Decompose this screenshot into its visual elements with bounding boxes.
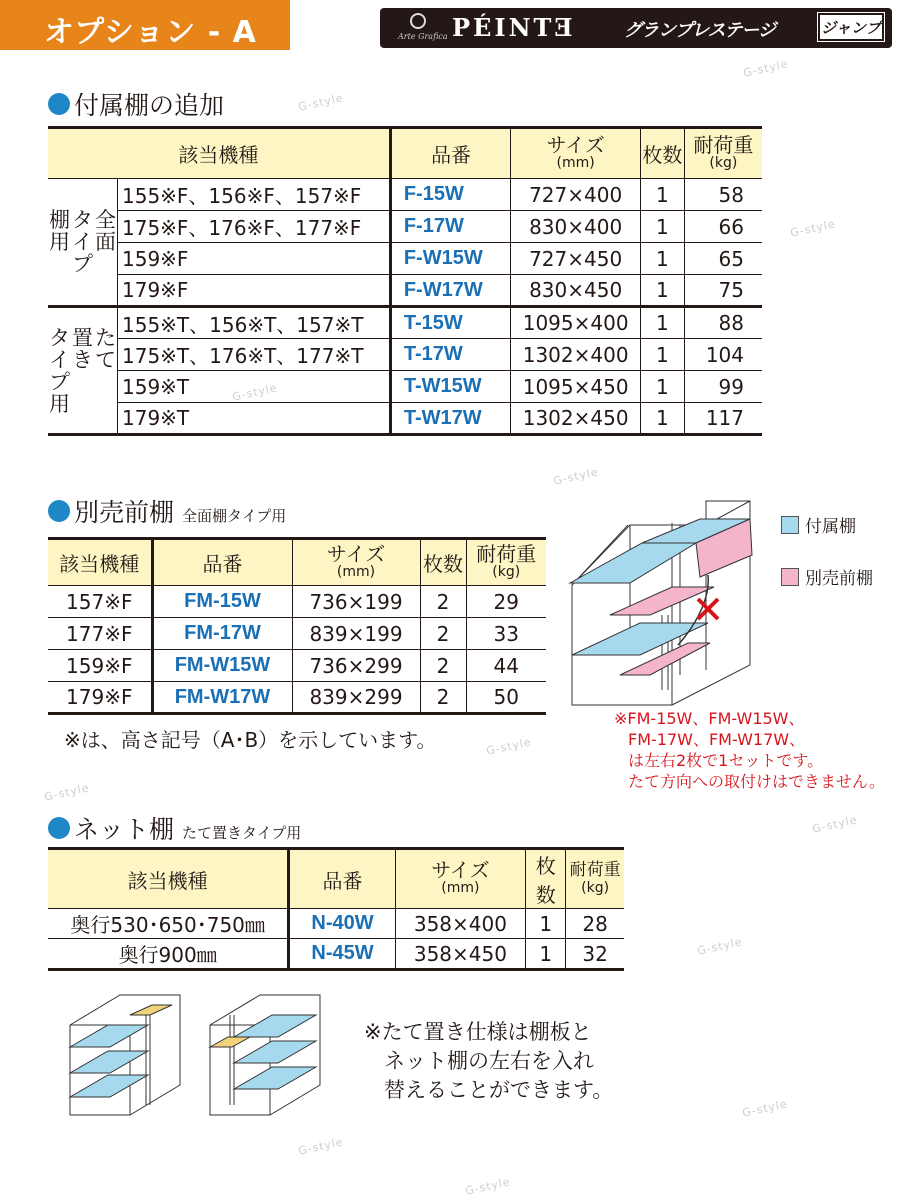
- table-row: [48, 618, 546, 650]
- attached-shelf-shape: [570, 543, 696, 583]
- load-cell: 32: [566, 939, 624, 970]
- qty-cell: 2: [420, 682, 466, 714]
- watermark: G-style: [297, 91, 345, 114]
- qty-cell: 1: [641, 275, 685, 307]
- series-name: グランプレステージ: [624, 20, 776, 41]
- model-cell: 175※F、176※F、177※F: [118, 211, 391, 243]
- load-cell: 50: [466, 682, 546, 714]
- table-header: [48, 539, 546, 586]
- group-label-text: 棚 用: [49, 208, 70, 254]
- table-row: [48, 243, 762, 275]
- net-shelf-diagrams: [60, 985, 360, 1125]
- group-label: [48, 179, 118, 307]
- part-number-cell: FM-17W: [152, 618, 292, 650]
- watermark: G-style: [811, 813, 859, 836]
- model-cell: 175※T、176※T、177※T: [118, 339, 391, 371]
- model-cell: 159※F: [118, 243, 391, 275]
- table-row: [48, 939, 624, 970]
- section2-title: 別売前棚: [74, 498, 175, 527]
- part-number-cell: T-W17W: [390, 403, 510, 435]
- size-cell: 727×450: [511, 243, 641, 275]
- table-row: [48, 339, 762, 371]
- size-cell: 1095×450: [511, 371, 641, 403]
- table-row: [48, 403, 762, 435]
- model-cell: 155※T、156※T、157※T: [118, 307, 391, 339]
- watermark: G-style: [231, 381, 279, 404]
- model-cell: 177※F: [48, 618, 152, 650]
- size-cell: 839×299: [292, 682, 420, 714]
- load-cell: 75: [684, 275, 762, 307]
- col-size: サイズ (mm): [511, 128, 641, 179]
- load-cell: 99: [684, 371, 762, 403]
- group-label-text: タ イ プ: [72, 208, 93, 276]
- load-cell: 117: [684, 403, 762, 435]
- table-row: [48, 909, 624, 939]
- load-cell: 28: [566, 909, 624, 939]
- col-part: 品番: [390, 128, 510, 179]
- part-number-cell: N-45W: [289, 939, 395, 970]
- table-row: [48, 275, 762, 307]
- part-number-cell: N-40W: [289, 909, 395, 939]
- shelf-board-shape: [70, 1025, 148, 1047]
- part-number-cell: F-W15W: [390, 243, 510, 275]
- watermark: G-style: [789, 217, 837, 240]
- shelf-board-shape: [234, 1041, 316, 1063]
- legend-label: 別売前棚: [805, 569, 873, 589]
- load-cell: 66: [684, 211, 762, 243]
- part-number-cell: F-W17W: [390, 275, 510, 307]
- brand-name: PÉINTƎ: [452, 13, 576, 42]
- table-header: [48, 849, 624, 909]
- part-number-cell: FM-W15W: [152, 650, 292, 682]
- load-cell: 65: [684, 243, 762, 275]
- model-cell: 179※F: [118, 275, 391, 307]
- table-row: [48, 586, 546, 618]
- model-cell: 157※F: [48, 586, 152, 618]
- qty-cell: 1: [641, 211, 685, 243]
- page-header: [0, 0, 900, 50]
- table-row: [48, 211, 762, 243]
- watermark: G-style: [696, 935, 744, 958]
- size-cell: 736×199: [292, 586, 420, 618]
- section3-title: ネット棚: [74, 815, 175, 844]
- net-shelf-table: [48, 847, 624, 971]
- model-cell: 159※F: [48, 650, 152, 682]
- part-number-cell: F-17W: [390, 211, 510, 243]
- section2-subtitle: 全面棚タイプ用: [182, 507, 287, 525]
- front-shelf-diagram: [560, 495, 785, 715]
- qty-cell: 1: [641, 339, 685, 371]
- size-cell: 727×400: [511, 179, 641, 211]
- size-cell: 358×450: [395, 939, 525, 970]
- watermark: G-style: [741, 1097, 789, 1120]
- series-badge: ジャンプ: [818, 13, 884, 41]
- size-cell: 830×400: [511, 211, 641, 243]
- group-label: [48, 307, 118, 435]
- table-row: [48, 682, 546, 714]
- col-part: 品番: [152, 539, 292, 586]
- col-model: 該当機種: [59, 552, 140, 576]
- col-part: 品番: [289, 849, 395, 909]
- col-qty: 枚数: [526, 849, 566, 909]
- part-number-cell: FM-W17W: [152, 682, 292, 714]
- section1-heading: [48, 86, 224, 122]
- legend-label: 付属棚: [805, 517, 856, 537]
- shelf-board-shape: [234, 1067, 316, 1089]
- load-cell: 104: [684, 339, 762, 371]
- attached-shelf-table: [48, 126, 762, 436]
- qty-cell: 2: [420, 586, 466, 618]
- table-row: [48, 650, 546, 682]
- col-size: サイズ (mm): [395, 849, 525, 909]
- watermark: G-style: [297, 1135, 345, 1158]
- qty-cell: 1: [526, 909, 566, 939]
- qty-cell: 1: [641, 403, 685, 435]
- col-load: 耐荷重 (kg): [466, 539, 546, 586]
- load-cell: 44: [466, 650, 546, 682]
- bullet-icon: [48, 817, 70, 839]
- legend-item-front: [781, 564, 873, 589]
- load-cell: 33: [466, 618, 546, 650]
- net-shelf-shape: [210, 1037, 250, 1047]
- section3-heading: [48, 810, 301, 846]
- qty-cell: 1: [641, 307, 685, 339]
- model-cell: 179※F: [48, 682, 152, 714]
- size-cell: 839×199: [292, 618, 420, 650]
- front-shelf-table: [48, 537, 546, 715]
- part-number-cell: FM-15W: [152, 586, 292, 618]
- legend-item-attached: [781, 512, 856, 537]
- section2-heading: [48, 493, 286, 529]
- shelf-board-shape: [70, 1051, 148, 1073]
- load-cell: 58: [684, 179, 762, 211]
- col-model: 該当機種: [178, 143, 259, 167]
- qty-cell: 1: [641, 179, 685, 211]
- shelf-board-shape: [234, 1015, 316, 1037]
- table-row: [48, 307, 762, 339]
- watermark: G-style: [742, 57, 790, 80]
- size-cell: 1095×400: [511, 307, 641, 339]
- col-model: 該当機種: [127, 868, 208, 893]
- col-qty: 枚数: [420, 539, 466, 586]
- col-size: サイズ (mm): [292, 539, 420, 586]
- qty-cell: 1: [526, 939, 566, 970]
- col-load: 耐荷重 (kg): [684, 128, 762, 179]
- load-cell: 88: [684, 307, 762, 339]
- front-shelf-warning: ※FM-15W、FM-W15W、 FM-17W、FM-W17W、 は左右2枚で1セットです。 たて方向への取付けはできません。: [614, 709, 885, 791]
- net-shelf-shape: [130, 1005, 172, 1015]
- watermark: G-style: [464, 1175, 512, 1198]
- model-cell: 179※T: [118, 403, 391, 435]
- size-cell: 358×400: [395, 909, 525, 939]
- col-load: 耐荷重 (kg): [566, 849, 624, 909]
- part-number-cell: T-17W: [390, 339, 510, 371]
- section3-subtitle: たて置きタイプ用: [182, 824, 302, 842]
- table-header: [48, 128, 762, 179]
- size-cell: 736×299: [292, 650, 420, 682]
- qty-cell: 1: [641, 243, 685, 275]
- qty-cell: 1: [641, 371, 685, 403]
- part-number-cell: F-15W: [390, 179, 510, 211]
- bullet-icon: [48, 500, 70, 522]
- shelf-board-shape: [70, 1075, 148, 1097]
- size-cell: 830×450: [511, 275, 641, 307]
- table-row: [48, 371, 762, 403]
- size-cell: 1302×450: [511, 403, 641, 435]
- watermark: G-style: [552, 465, 600, 488]
- size-cell: 1302×400: [511, 339, 641, 371]
- part-number-cell: T-W15W: [390, 371, 510, 403]
- title-banner: [0, 0, 290, 50]
- page-title: オプション - A: [44, 15, 257, 50]
- col-qty: 枚数: [641, 128, 685, 179]
- watermark: G-style: [43, 781, 91, 804]
- qty-cell: 2: [420, 618, 466, 650]
- model-cell: 奥行900㎜: [48, 939, 289, 970]
- section2-note: ※は、高さ記号（A･B）を示しています。: [64, 728, 437, 752]
- table-row: [48, 179, 762, 211]
- section3-note: ※たて置き仕様は棚板と ネット棚の左右を入れ 替えることができます。: [364, 1020, 614, 1102]
- group-label-text: 置 き: [72, 325, 93, 372]
- model-cell: 159※T: [118, 371, 391, 403]
- part-number-cell: T-15W: [390, 307, 510, 339]
- brand-banner: [380, 8, 892, 48]
- group-label-text: 全 面: [95, 208, 116, 254]
- watermark: G-style: [485, 735, 533, 758]
- model-cell: 奥行530･650･750㎜: [48, 909, 289, 939]
- qty-cell: 2: [420, 650, 466, 682]
- bullet-icon: [48, 93, 70, 115]
- group-label-text: た て: [95, 325, 116, 372]
- group-label-text: タ イ プ 用: [49, 325, 70, 416]
- brand-logo-icon: [410, 13, 426, 29]
- load-cell: 29: [466, 586, 546, 618]
- brand-script: Arte Grafica: [398, 32, 448, 41]
- section1-title: 付属棚の追加: [74, 91, 225, 120]
- model-cell: 155※F、156※F、157※F: [118, 179, 391, 211]
